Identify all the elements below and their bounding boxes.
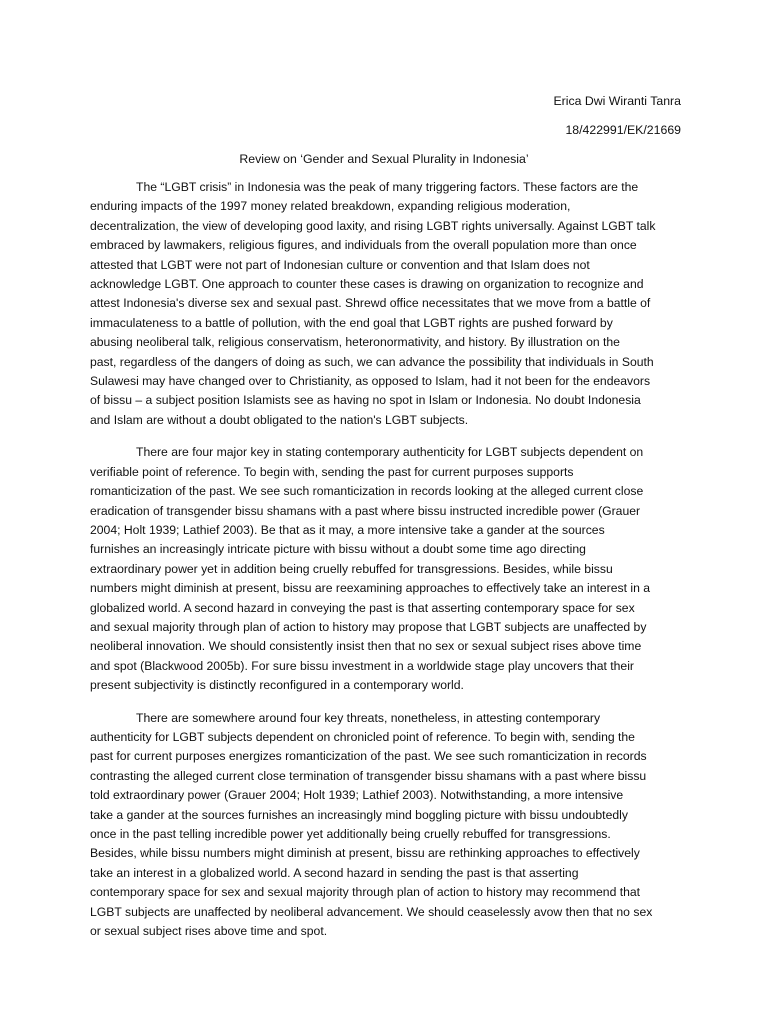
text-line: acknowledge LGBT. One approach to counter these cases is drawing on organization to recognize and — [90, 277, 644, 292]
text-line: neoliberal innovation. We should consistently insist then that no sex or sexual subject rises above time — [90, 639, 642, 654]
text-line: contrasting the alleged current close termination of transgender bissu shamans with a past where bissu — [90, 768, 647, 783]
text-line: LGBT subjects are unaffected by neoliberal advancement. We should ceaselessly avow then that no sex — [90, 904, 653, 919]
document-title: Review on ‘Gender and Sexual Plurality in Indonesia’ — [239, 152, 529, 166]
text-line: There are somewhere around four key threats, nonetheless, in attesting contemporary — [136, 710, 601, 725]
student-id: 18/422991/EK/21669 — [565, 123, 681, 137]
text-line: attested that LGBT were not part of Indonesian culture or convention and that Islam does not — [90, 257, 590, 272]
paragraph-1 — [90, 178, 680, 430]
text-line: abusing neoliberal talk, religious conservatism, heteronormativity, and history. By illustration on the — [90, 335, 620, 350]
text-line: extraordinary power yet in addition being cruelly rebuffed for transgressions. Besides, while bissu — [90, 561, 613, 576]
document-body — [90, 178, 680, 954]
text-line: of bissu – a subject position Islamists see as having no spot in Islam or Indonesia. No doubt Indonesia — [90, 393, 641, 408]
text-line: 2004; Holt 1939; Lathief 2003). Be that as it may, a more intensive take a gander at the sources — [90, 522, 605, 537]
text-line: past for current purposes energizes romanticization of the past. We see such romanticization in records — [90, 749, 647, 764]
text-line: told extraordinary power (Grauer 2004; Holt 1939; Lathief 2003). Notwithstanding, a more intensive — [90, 788, 624, 803]
text-line: There are four major key in stating contemporary authenticity for LGBT subjects dependent on — [136, 445, 644, 460]
text-line: authenticity for LGBT subjects dependent on chronicled point of reference. To begin with, sending the — [90, 729, 635, 744]
text-line: take a gander at the sources furnishes an increasingly mind boggling picture with bissu undoubtedly — [90, 807, 628, 822]
text-line: globalized world. A second hazard in conveying the past is that asserting contemporary space for sex — [90, 600, 635, 615]
text-line: take an interest in a globalized world. A second hazard in sending the past is that asserting — [90, 865, 579, 880]
text-line: Sulawesi may have changed over to Christianity, as opposed to Islam, had it not been for the endeavors — [90, 374, 651, 389]
text-line: Besides, while bissu numbers might diminish at present, bissu are rethinking approaches to effectively — [90, 846, 640, 861]
text-line: and Islam are without a doubt obligated to the nation's LGBT subjects. — [90, 412, 469, 427]
text-line: past, regardless of the dangers of doing as such, we can advance the possibility that individuals in South — [90, 354, 654, 369]
text-line: eradication of transgender bissu shamans with a past where bissu instructed incredible power (Grauer — [90, 503, 641, 518]
text-line: embraced by lawmakers, religious figures, and individuals from the overall population more than once — [90, 238, 637, 253]
text-line: decentralization, the view of developing good laxity, and rising LGBT rights universally. Against LGBT talk — [90, 218, 656, 233]
text-line: present subjectivity is distinctly reconfigured in a contemporary world. — [90, 678, 464, 693]
text-line: The “LGBT crisis” in Indonesia was the peak of many triggering factors. These factors are the — [136, 180, 639, 194]
author-name: Erica Dwi Wiranti Tanra — [553, 94, 681, 108]
text-line: enduring impacts of the 1997 money related breakdown, expanding religious moderation, — [90, 199, 571, 214]
paragraph-2 — [90, 443, 680, 695]
text-line: numbers might diminish at present, bissu are reexamining approaches to effectively take an interest in a — [90, 581, 651, 596]
text-line: attest Indonesia's diverse sex and sexual past. Shrewd office necessitates that we move from a battle of — [90, 296, 651, 311]
text-line: or sexual subject rises above time and spot. — [90, 924, 328, 939]
text-line: furnishes an increasingly intricate picture with bissu without a doubt some time ago directing — [90, 542, 586, 557]
text-line: verifiable point of reference. To begin with, sending the past for current purposes supports — [90, 464, 574, 479]
text-line: contemporary space for sex and sexual majority through plan of action to history may recommend that — [90, 885, 641, 900]
paragraph-3 — [90, 709, 680, 942]
text-line: romanticization of the past. We see such romanticization in records looking at the alleged current close — [90, 484, 644, 499]
text-line: immaculateness to a battle of pollution, with the end goal that LGBT rights are pushed forward by — [90, 315, 613, 330]
text-line: and sexual majority through plan of action to history may propose that LGBT subjects are unaffected by — [90, 619, 647, 634]
text-line: and spot (Blackwood 2005b). For sure bissu investment in a worldwide stage play uncovers that their — [90, 658, 634, 673]
text-line: once in the past telling incredible power yet additionally being cruelly rebuffed for transgressions. — [90, 827, 611, 841]
